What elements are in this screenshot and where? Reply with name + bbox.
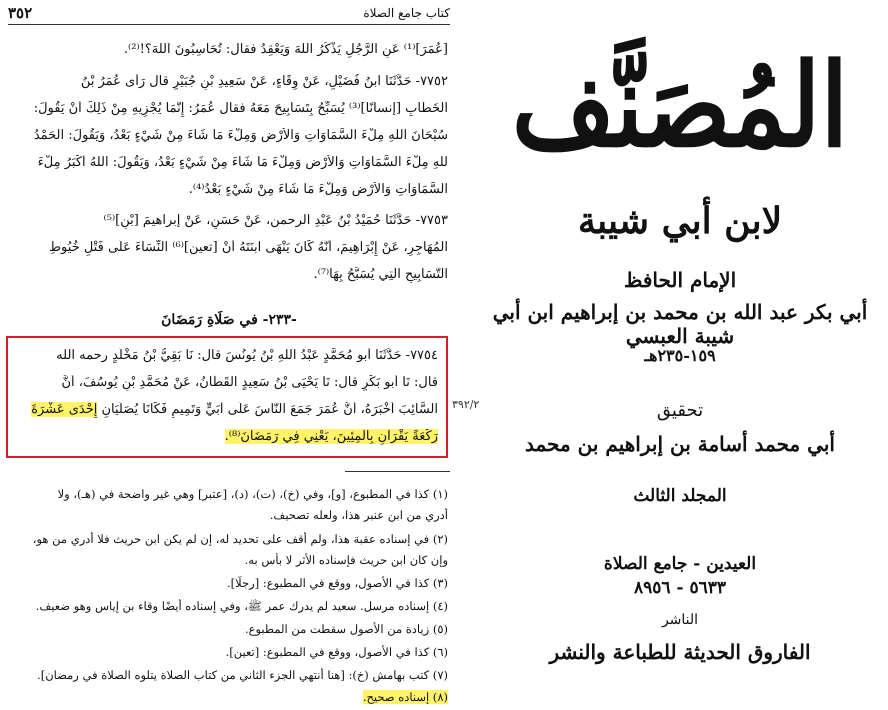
footnote-line: (٣) كذا في الأصول، ووقع في المطبوع: [رجلًا]. [227, 576, 448, 590]
footnote-line [8, 690, 448, 704]
publisher-name: الفاروق الحديثة للطباعة والنشر [549, 640, 811, 664]
imam-name: أبي بكر عبد الله بن محمد بن إبراهيم ابن أبي شيبة العبسي [492, 300, 868, 348]
body-line: [عُمَرَ]⁽¹⁾ عَنِ الرَّجُلِ يَذْكُرُ اللهَ وَيَعْقِدُ فقال: تُحَاسِبُونَ اللهَ؟!⁽²⁾. [123, 42, 448, 57]
footnote-line: وإن كان ابن حريث فإسناده الأثر لا بأس به. [244, 553, 448, 567]
footnote-line: أدري من ابن عنبر هذا، ولعله تصحيف. [269, 508, 448, 522]
book-author-line: لابن أبي شيبة [577, 200, 783, 242]
body-line: سُبْحَانَ اللهِ مِلْءَ السَّمَاوَاتِ وَالأَرْضِ وَمِلْءَ مَا شَاءَ مِنْ شَيْءٍ بَعْدُ، وَيَقُولَ: الحَمْدُ [33, 128, 448, 143]
footnote-line: (١) كذا في المطبوع، [و]، وفي (خ)، (ت)، (د)، [عتبر] وهي غير واضحة في (هـ)، ولا [57, 487, 448, 501]
hadith-number-range: ٥٦٣٣ - ٨٩٥٦ [634, 578, 726, 598]
highlighted-text: إِحْدَى عَشْرَةَ [31, 402, 98, 417]
footnote-line: (٤) إسناده مرسل. سعيد لم يدرك عمر ﷺ، وفي إسناده أيضًا وقاء بن إياس وهو ضعيف. [35, 599, 448, 613]
footnote-line: (٥) زيادة من الأصول سقطت من المطبوع. [244, 622, 448, 636]
imam-label: الإمام الحافظ [623, 268, 737, 292]
hadith-line [14, 429, 438, 445]
highlighted-footnote: (٨) إسناده صحيح. [362, 690, 448, 704]
highlighted-text: رَكْعَةً يَقْرَآنِ بِالْمِئِينَ، يَعْنِي فِي رَمَضَانَ⁽⁸⁾. [224, 429, 438, 444]
hadith-line: ٧٧٥٤- حَدَّثَنَا أبو مُحَمَّدٍ عَبْدُ اللهِ بْنُ يُونُسَ قال: نَا بَقِيُّ بْنُ مَخْلَدٍ رحمه الله [56, 348, 438, 363]
footnote-divider [345, 471, 450, 472]
volume-label: المجلد الثالث [633, 486, 727, 506]
body-line: المُهَاجِرِ، عَنْ إِبْرَاهِيمَ، أَنَّهُ كَانَ يَنْهَى ابنَتَهُ أَنْ [تعين]⁽⁶⁾ النِّسَاءَ عَلَى فَتْلِ خُيُوطِ [49, 240, 448, 255]
page-number: ٣٥٢ [8, 4, 33, 22]
body-line: السَّمَاوَاتِ وَالأَرْضِ وَمِلْءَ مَا شَاءَ مِنْ شَيْءٍ بَعْدُ⁽⁴⁾. [188, 182, 448, 197]
body-line: للهِ مِلْءَ السَّمَاوَاتِ وَالأَرْضِ وَمِلْءَ مَا شَاءَ مِنْ شَيْءٍ بَعْدُ، وَيَقُولَ: اللهُ أَكْبَرُ مِلْءَ [37, 155, 448, 170]
margin-reference: ٣٩٢/٢ [452, 398, 480, 411]
imam-dates: ١٥٩-٢٣٥هـ [644, 346, 716, 365]
page-header [8, 4, 450, 25]
body-line: التَّسَابِيحِ الَّتِي يُسَبَّحُ بِهَا⁽⁷⁾. [313, 267, 448, 282]
hadith-text: السَّائِبَ أَخْبَرَهُ، أَنَّ عُمَرَ جَمَعَ النَّاسَ عَلَى أُبَيٍّ وَتَمِيمٍ فَكَانَا يُصَلِّيَانِ [97, 402, 438, 417]
tahqiq-label: تحقيق [656, 400, 704, 421]
footnote-line: (٢) في إسناده عقبة هذا، ولم أقف على تحديد له، إن لم يكن ابن حريث فلا أدري من هو، [32, 532, 448, 546]
section-heading: -٢٣٣- في صَلَاةِ رَمَضَانَ [161, 312, 297, 328]
body-line: ٧٧٥٣- حَدَّثَنَا حُمَيْدُ بْنُ عَبْدِ الرحمن، عَنْ حَسَنٍ، عَنْ إبراهيمَ [بْنِ]⁽⁵⁾ [103, 213, 448, 228]
book-title: المُصَنَّف [511, 37, 849, 173]
footnote-line: (٧) كتب بهامش (خ): [هنا أنتهي الجزء الثاني من كتاب الصلاة يتلوه الصلاة في رمضان]. [37, 668, 448, 682]
books-range: العيدين - جامع الصلاة [603, 554, 757, 574]
body-line: ٧٧٥٢- حَدَّثَنَا ابنُ فُضَيْلٍ، عَنْ وِقَاءٍ، عَنْ سَعِيدِ بْنِ جُبَيْرٍ قال رَأَى عُمَرُ بْنُ [80, 74, 448, 89]
hadith-line [14, 402, 438, 418]
body-line: الخَطَّابِ [إنسانًا]⁽³⁾ يُسَبِّحُ بِتَسَابِيحَ مَعَهُ فقال عُمَرُ: إِنَّمَا يُجْزِيهِ مِنْ ذَلِكَ أَنْ يَقُولَ: [33, 101, 448, 116]
highlighted-hadith-box [6, 336, 448, 458]
publisher-label: الناشر [661, 612, 699, 628]
title-page [470, 0, 888, 710]
chapter-title: كتاب جامع الصلاة [363, 6, 450, 20]
footnote-line: (٦) كذا في الأصول، ووقع في المطبوع: [تعين]. [225, 645, 448, 659]
hadith-line: قال: نَا أبو بَكْرٍ قال: نَا يَحْيَى بْنُ سَعِيدٍ القَطَّانُ، عَنْ مُحَمَّدِ بْنِ يُوسُفَ، أَنَّ [61, 375, 438, 390]
editor-name: أبي محمد أسامة بن إبراهيم بن محمد [525, 432, 835, 456]
